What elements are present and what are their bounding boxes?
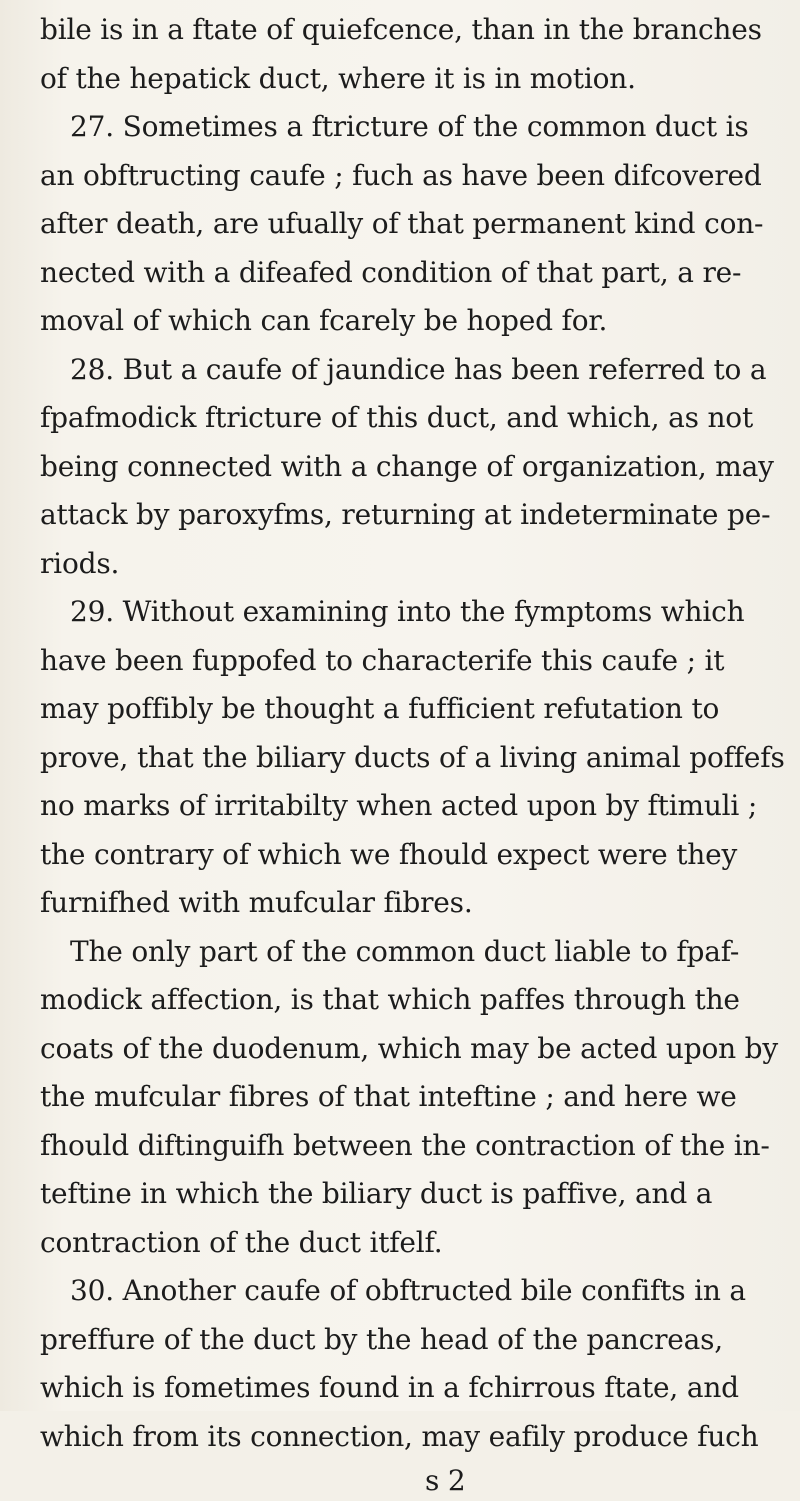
signature-mark: s 2 — [425, 1464, 466, 1497]
page-text — [40, 6, 785, 1501]
text-line: 29. Without examining into the fymptoms which — [70, 595, 745, 628]
text-line: bile is in a ftate of quiefcence, than in the branches — [40, 13, 762, 46]
text-line: preffure of the duct by the head of the pancreas, — [40, 1322, 724, 1356]
text-line: attack by paroxyfms, returning at indeterminate pe- — [40, 498, 771, 531]
text-line: the mufcular fibres of that inteftine ; and here we — [40, 1080, 737, 1113]
text-line: 30. Another caufe of obftructed bile confifts in a — [70, 1274, 746, 1307]
text-line: the contrary of which we fhould expect were they — [40, 837, 738, 871]
text-line: an obftructing caufe ; fuch as have been difcovered — [40, 158, 762, 192]
text-line: The only part of the common duct liable to fpaf- — [70, 934, 740, 968]
text-line: furnifhed with mufcular fibres. — [40, 886, 473, 919]
text-line: fpafmodick ftricture of this duct, and which, as not — [40, 401, 754, 434]
text-line: of the hepatick duct, where it is in motion. — [40, 61, 636, 95]
text-line: 27. Sometimes a ftricture of the common duct is — [70, 110, 749, 143]
text-line: fhould diftinguifh between the contraction of the in- — [40, 1128, 770, 1162]
text-line: may poffibly be thought a fufficient refutation to — [40, 692, 720, 725]
text-line: riods. — [40, 546, 120, 580]
text-line: coats of the duodenum, which may be acted upon by — [40, 1031, 778, 1065]
text-line: which is fometimes found in a fchirrous ftate, and — [40, 1371, 739, 1404]
text-line: nected with a difeafed condition of that part, a re- — [40, 255, 742, 289]
text-line: prove, that the biliary ducts of a living animal poffefs — [40, 740, 785, 774]
text-line: being connected with a change of organization, may — [40, 449, 774, 483]
text-line: 28. But a caufe of jaundice has been referred to a — [70, 352, 767, 386]
text-line: after death, are ufually of that permanent kind con- — [40, 207, 764, 240]
text-line: moval of which can fcarely be hoped for. — [40, 304, 608, 337]
text-line: which from its connection, may eafily produce fuch — [40, 1419, 759, 1453]
text-line: modick affection, is that which paffes through the — [40, 983, 740, 1016]
text-line: no marks of irritabilty when acted upon by ftimuli ; — [40, 789, 758, 822]
text-line: teftine in which the biliary duct is paffive, and a — [40, 1177, 713, 1210]
text-line: have been fuppofed to characterife this caufe ; it — [40, 643, 725, 677]
text-line: contraction of the duct itfelf. — [40, 1225, 443, 1259]
